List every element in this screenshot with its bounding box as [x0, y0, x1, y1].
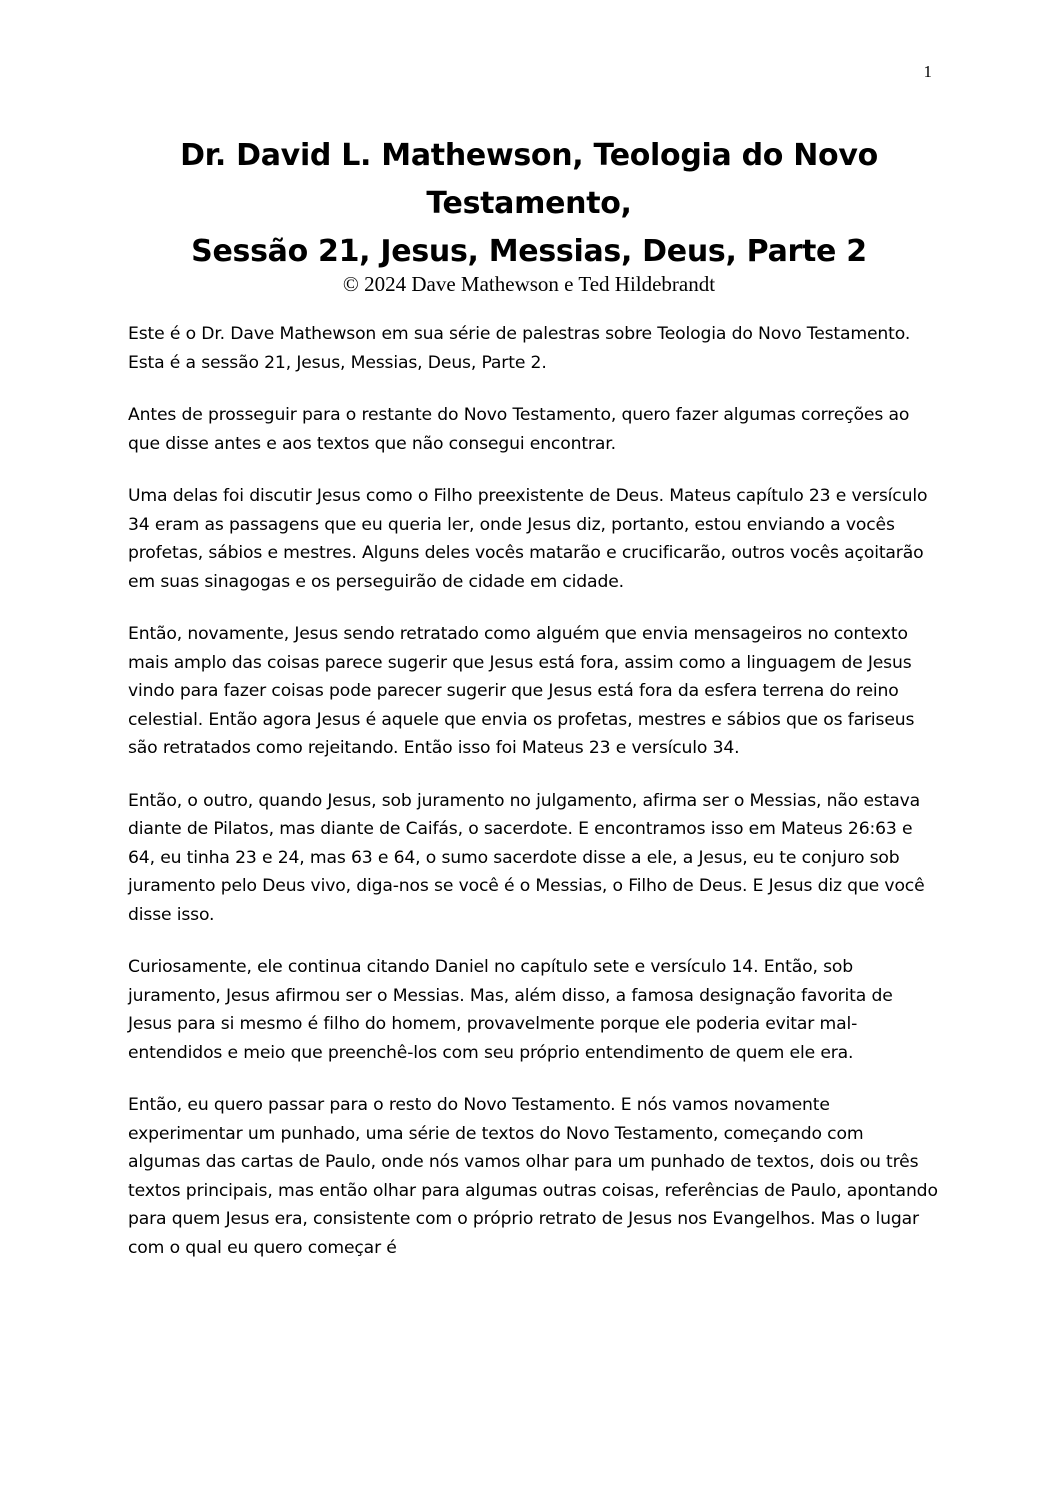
paragraph-1: Este é o Dr. Dave Mathewson em sua série de palestras sobre Teologia do Novo Testamento. Esta é a sessão 21, Jesus, Messias, Deus, Parte 2. — [128, 324, 911, 373]
paragraph-4: Então, novamente, Jesus sendo retratado como alguém que envia mensageiros no contexto mais amplo das coisas parece sugerir que Jesus está fora, assim como a linguagem de Jesus vindo para fazer coisas pode parecer sugerir que Jesus está fora da esfera terrena do reino celestial. Então agora Jesus é aquele que envia os profetas, mestres e sábios que os fariseus são retratados como rejeitando. Então isso foi Mateus 23 e versículo 34. — [128, 624, 915, 758]
paragraph-5: Então, o outro, quando Jesus, sob juramento no julgamento, afirma ser o Messias, não estava diante de Pilatos, mas diante de Caifás, o sacerdote. E encontramos isso em Mateus 26:63 e 64, eu tinha 23 e 24, mas 63 e 64, o sumo sacerdote disse a ele, a Jesus, eu te conjuro sob juramento pelo Deus vivo, diga-nos se você é o Messias, o Filho de Deus. E Jesus diz que você disse isso. — [128, 790, 925, 925]
paragraph-3: Uma delas foi discutir Jesus como o Filho preexistente de Deus. Mateus capítulo 23 e versículo 34 eram as passagens que eu queria ler, onde Jesus diz, portanto, estou enviando a vocês profetas, sábios e mestres. Alguns deles vocês matarão e crucificarão, outros vocês açoitarão em suas sinagogas e os perseguirão de cidade em cidade. — [128, 486, 928, 592]
page-number: 1 — [923, 62, 932, 81]
paragraph-2: Antes de prosseguir para o restante do Novo Testamento, quero fazer algumas correções ao que disse antes e aos textos que não consegui encontrar. — [128, 405, 910, 454]
paragraph-7: Então, eu quero passar para o resto do Novo Testamento. E nós vamos novamente experimentar um punhado, uma série de textos do Novo Testamento, começando com algumas das cartas de Paulo, onde nós vamos olhar para um punhado de textos, dois ou três textos principais, mas então olhar para algumas outras coisas, referências de Paulo, apontando para quem Jesus era, consistente com o próprio retrato de Jesus nos Evangelhos. Mas o lugar com o qual eu quero começar é — [128, 1095, 938, 1258]
paragraph-6: Curiosamente, ele continua citando Daniel no capítulo sete e versículo 14. Então, sob juramento, Jesus afirmou ser o Messias. Mas, além disso, a famosa designação favorita de Jesus para si mesmo é filho do homem, provavelmente porque ele poderia evitar mal-entendidos e meio que preenchê-los com seu próprio entendimento de quem ele era. — [128, 957, 893, 1063]
document-header — [100, 132, 958, 296]
title-line-3: Sessão 21, Jesus, Messias, Deus, Parte 2 — [191, 234, 867, 269]
title-line-1: Dr. David L. Mathewson, Teologia do Novo — [180, 138, 878, 173]
title-line-2: Testamento, — [426, 186, 632, 221]
copyright-line: © 2024 Dave Mathewson e Ted Hildebrandt — [342, 272, 716, 296]
body-text — [128, 320, 938, 1286]
